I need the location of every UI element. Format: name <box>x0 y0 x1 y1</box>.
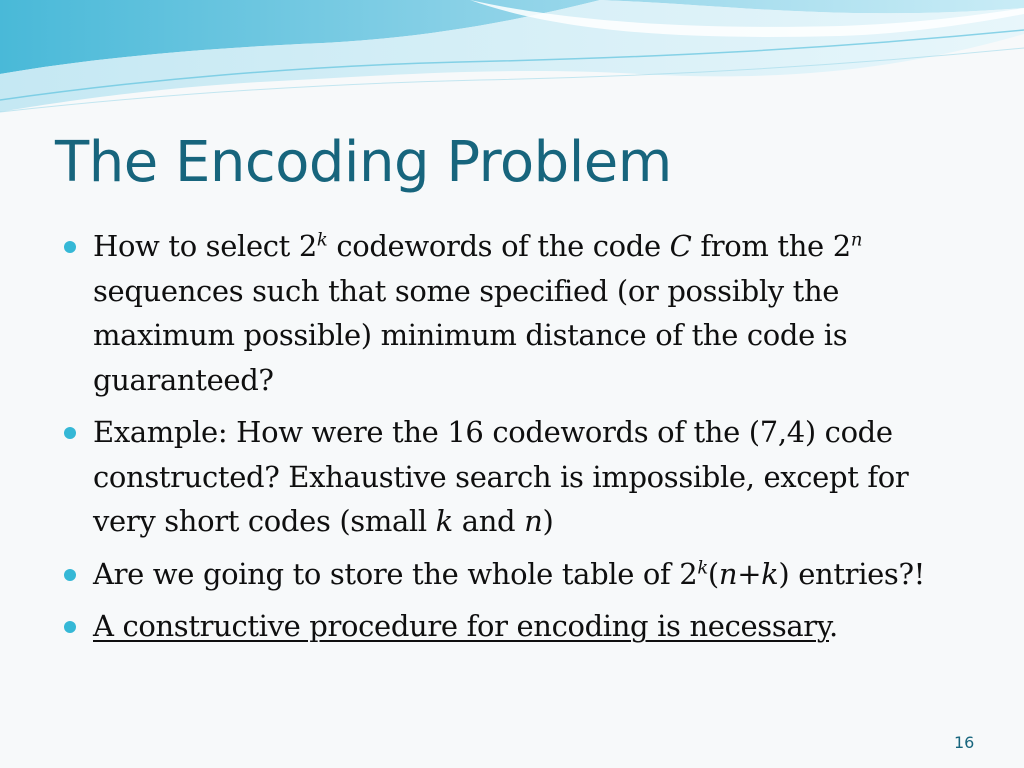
bullet-dot-icon <box>64 241 76 253</box>
page-number: 16 <box>954 733 975 752</box>
bullet-text: Are we going to store the whole table of 2 <box>93 556 698 591</box>
bullet-text: . <box>829 609 838 643</box>
italic-var-k: k <box>761 556 779 591</box>
bullet-text: codewords of the code <box>327 229 670 263</box>
bullet-text: ) <box>542 504 554 538</box>
bullet-text: ( <box>707 556 719 591</box>
bullet-text: and <box>452 504 525 538</box>
bullet-item <box>62 224 962 402</box>
bullet-dot-icon <box>64 569 76 581</box>
bullet-text: ) entries?! <box>778 556 925 591</box>
superscript-n: n <box>850 229 863 251</box>
italic-var-c: C <box>669 229 692 263</box>
underlined-conclusion: A constructive procedure for encoding is necessary <box>93 609 830 643</box>
slide-title: The Encoding Problem <box>55 130 672 195</box>
bullet-text: sequences such that some specified (or possibly the maximum possible) minimum distance of the code is guaranteed? <box>93 273 848 397</box>
bullet-text: Example: How were the 16 codewords of the (7,4) code constructed? Exhaustive search is impossible, except for very short codes (small <box>93 415 909 538</box>
italic-var-k: k <box>435 504 453 538</box>
bullet-text: How to select 2 <box>93 229 317 263</box>
bullet-item <box>62 410 962 544</box>
bullet-item <box>62 552 962 597</box>
bullet-dot-icon <box>64 621 76 633</box>
italic-var-n: n <box>524 504 543 538</box>
bullet-list <box>62 224 962 657</box>
bullet-text: from the 2 <box>691 229 851 263</box>
superscript-k: k <box>697 557 708 579</box>
superscript-k: k <box>316 229 328 251</box>
bullet-item <box>62 604 962 649</box>
header-wave-decoration <box>0 0 1024 140</box>
bullet-text: + <box>737 556 762 591</box>
bullet-dot-icon <box>64 427 76 439</box>
italic-var-n: n <box>718 556 738 591</box>
